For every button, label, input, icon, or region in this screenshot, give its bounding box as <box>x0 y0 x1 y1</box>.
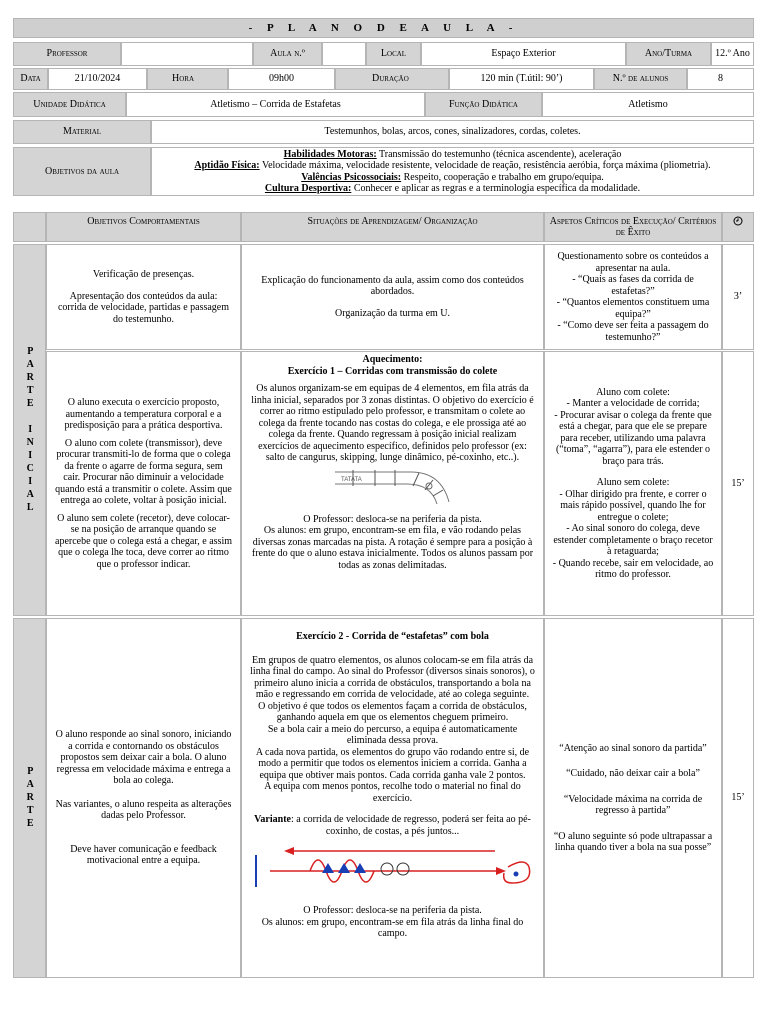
row2-aspeto-text: - Manter a velocidade de corrida; <box>566 398 700 409</box>
parte-label <box>13 618 46 978</box>
duracao-value: 120 min (T.útil: 90’) <box>449 68 594 90</box>
data-value: 21/10/2024 <box>48 68 147 90</box>
row3-variante: Variante: a corrida de velocidade de regresso, poderá ser feita ao pé-coxinho, de costas, a pés juntos... <box>254 814 531 837</box>
svg-text:TATATA: TATATA <box>340 476 362 483</box>
alunos-value: 8 <box>687 68 754 90</box>
row3-situacoes <box>241 618 544 978</box>
row2-time: 15’ <box>722 351 754 616</box>
row3-exercicio-text: A equipa com menos pontos, recolhe todo o material no final do exercício. <box>264 781 521 804</box>
row3-aspeto-text: “Cuidado, não deixar cair a bola” <box>566 768 700 779</box>
aula-value <box>322 42 366 66</box>
row1-objetivo-text: Verificação de presenças. <box>92 269 195 280</box>
row2-objetivo-text: O aluno executa o exercício proposto, aumentando a temperatura corporal e a predisposição para a prática desportiva. <box>64 397 223 431</box>
row1-aspeto-text: Questionamento sobre os conteúdos a apresentar na aula. <box>557 251 709 274</box>
row2-aspetos <box>544 351 722 616</box>
aula-label: Aula n.º <box>253 42 322 66</box>
obstacle-course-diagram <box>250 843 535 895</box>
hora-label: Hora <box>147 68 228 90</box>
row3-objetivo-text: Deve haver comunicação e feedback motivacional entre a equipa. <box>70 843 217 867</box>
row3-aspetos <box>544 618 722 978</box>
row2-aspeto-text: - Olhar dirigido pra frente, e correr o mais rápido possível, quando lhe for entregue o colete; <box>559 488 707 523</box>
row1-situacao-text: Organização da turma em U. <box>334 307 451 319</box>
data-label: Data <box>13 68 48 90</box>
row2-exercicio-text: Os alunos organizam-se em equipas de 4 elementos, em fila atrás da linha inicial, separados por 3 zonas distintas. O objetivo do exercício é correr ao ritmo estipulado pelo professor, e transmitam o colete ao colega da frente tocando nas costas do colega, e ele prossiga até ao colega da frente. Quando regressam à posição inicial realizam exercícios de aquecimento específico, definidos pelo professor (ex: salto de cangurus, skipping, lunge dinâmico, pé-coxinho, etc..). <box>251 383 534 463</box>
row3-objetivo-text: O aluno responde ao sinal sonoro, iniciando a corrida e contornando os obstáculos propostos sem deixar cair a bola. O aluno regressa em velocidade máxima e entrega a bola ao colega. <box>55 729 232 787</box>
alunos-label: N.º de alunos <box>594 68 687 90</box>
row1-aspeto-text: - “Como deve ser feita a passagem do testemunho?” <box>557 320 709 343</box>
professor-value <box>121 42 253 66</box>
row3-exercicio-title: Exercício 2 - Corrida de “estafetas” com bola <box>296 631 489 642</box>
row2-objetivo-text: O aluno sem colete (recetor), deve colocar-se na posição de arranque quando se apercebe que o colega está a chegar, e assim que o colega lhe toca, deve correr ao ritmo que o professor indicar. <box>55 512 233 570</box>
row1-objetivo-text: Apresentação dos conteúdos da aula: corrida de velocidade, partidas e passagem do testemunho. <box>57 290 230 325</box>
objetivo-aptidao: Aptidão Física: Velocidade máxima, velocidade resistente, velocidade de reação, resistência aeróbia, força máxima (pliometria). <box>194 160 711 171</box>
material-label: Material <box>13 120 151 144</box>
unidade-label: Unidade Didática <box>13 92 126 117</box>
row2-aspeto-text: Aluno sem colete: <box>596 477 670 488</box>
row3-aspeto-text: “O aluno seguinte só pode ultrapassar a linha quando tiver a bola na sua posse” <box>553 830 713 853</box>
row3-alunos-text: Os alunos: em grupo, encontram-se em fila atrás da linha final do campo. <box>261 916 524 939</box>
objetivos-box <box>151 147 754 196</box>
row2-aspeto-text: - Quando recebe, sair em velocidade, ao ritmo do professor. <box>552 557 714 580</box>
local-value: Espaço Exterior <box>421 42 626 66</box>
ano-value: 12.º Ano <box>711 42 754 66</box>
row3-exercicio-text: O objetivo é que todos os elementos façam a corrida de obstáculos, ganhando aquela em que os elementos cheguem primeiro. <box>258 700 527 723</box>
row3-aspeto-text: “Atenção ao sinal sonoro da partida” <box>559 742 707 754</box>
row3-time: 15’ <box>722 618 754 978</box>
objetivos-label: Objetivos da aula <box>13 147 151 196</box>
funcao-value: Atletismo <box>542 92 754 117</box>
page-title: - P L A N O D E A U L A - <box>13 18 754 38</box>
row2-objetivos <box>46 351 241 616</box>
row2-aspeto-text: Aluno com colete: <box>596 386 670 398</box>
row3-aspeto-text: “Velocidade máxima na corrida de regresso à partida” <box>563 793 703 816</box>
parte-inicial-label <box>13 244 46 616</box>
row2-aspeto-text: - Ao sinal sonoro do colega, deve estender completamente o braço recetor à retaguarda; <box>553 523 713 557</box>
row3-objetivos <box>46 618 241 978</box>
parte-inicial-text: PARTE INICIAL <box>24 345 36 515</box>
hora-value: 09h00 <box>228 68 335 90</box>
funcao-label: Função Didática <box>425 92 542 117</box>
col-objetivos-header: Objetivos Comportamentais <box>46 212 241 242</box>
row2-objetivo-text: O aluno com colete (transmissor), deve procurar transmiti-lo de forma que o colega da frente o agarre de forma segura, sem cair. Procurar não diminuir a velocidade quando está a transmitir o colete. Assim que entrega ao colete, voltar à posição inicial. <box>55 437 232 506</box>
row1-situacao-text: Explicação do funcionamento da aula, assim como dos conteúdos abordados. <box>261 274 524 298</box>
col-aspetos-header: Aspetos Críticos de Execução/ Critérios de Êxito <box>544 212 722 242</box>
row2-alunos-text: Os alunos: em grupo, encontram-se em fila, e vão rodando pelas diversas zonas marcadas na pista. A rotação é sempre para a posição à frente do que o aluno estava inicialmente. Todos os alunos passam por todas as zonas delimitadas. <box>251 525 534 571</box>
row2-professor-text: O Professor: desloca-se na periferia da pista. <box>303 513 482 525</box>
material-value: Testemunhos, bolas, arcos, cones, sinalizadores, cordas, coletes. <box>151 120 754 144</box>
track-diagram <box>333 466 453 508</box>
parte-text: PARTE <box>24 765 36 831</box>
col-situacoes-header: Situações de Aprendizagem/ Organização <box>241 212 544 242</box>
row2-exercicio-title: Exercício 1 – Corridas com transmissão do colete <box>287 365 498 377</box>
local-label: Local <box>366 42 421 66</box>
row1-aspeto-text: - “Quantos elementos constituem uma equipa?” <box>556 297 710 320</box>
row2-aspeto-text: - Procurar avisar o colega da frente que está a chegar, para que ele se prepare para receber, utilizando uma palavra (“toma”, “agarra”), para ele estender o braço para trás. <box>554 409 712 467</box>
row1-aspeto-text: - “Quais as fases da corrida de estafetas?” <box>572 274 694 297</box>
col-time-header <box>722 212 754 242</box>
row2-aquecimento-title: Aquecimento: <box>362 354 423 365</box>
objetivo-valencias: Valências Psicossociais: Respeito, cooperação e trabalho em grupo/equipa. <box>301 171 604 183</box>
duracao-label: Duração <box>335 68 449 90</box>
row3-exercicio-text: Se a bola cair a meio do percurso, a equipa é automaticamente eliminada dessa prova. <box>267 723 518 746</box>
row1-situacoes <box>241 244 544 350</box>
unidade-value: Atletismo – Corrida de Estafetas <box>126 92 425 117</box>
row3-objetivo-text: Nas variantes, o aluno respeita as alterações dadas pelo Professor. <box>55 798 232 822</box>
clock-icon <box>733 216 743 226</box>
objetivo-habilidades: Habilidades Motoras: Transmissão do testemunho (técnica ascendente), aceleração <box>283 148 622 160</box>
row3-professor-text: O Professor: desloca-se na periferia da pista. <box>303 905 482 916</box>
row2-situacoes <box>241 351 544 616</box>
objetivo-cultura: Cultura Desportiva: Conhecer e aplicar as regras e a terminologia específica da modalidade. <box>264 183 641 194</box>
row1-objetivos <box>46 244 241 350</box>
row1-time: 3’ <box>722 244 754 350</box>
row3-exercicio-text: A cada nova partida, os elementos do grupo vão rodando entre si, de modo a permitir que todos os elementos iniciem a corrida. Ganha a equipa que obtiver mais pontos. Cada corrida ganha vale 2 pontos. <box>255 746 530 781</box>
professor-label: Professor <box>13 42 121 66</box>
row1-aspetos <box>544 244 722 350</box>
ano-label: Ano/Turma <box>626 42 711 66</box>
row3-exercicio-text: Em grupos de quatro elementos, os alunos colocam-se em fila atrás da linha final do campo. Ao sinal do Professor (diversos sinais sonoros), o primeiro aluno inicia a corrida de obstáculos, transportando a bola na mão e regressando em corrida de velocidade, até ao colega seguinte. <box>250 654 535 700</box>
header-blank <box>13 212 46 242</box>
